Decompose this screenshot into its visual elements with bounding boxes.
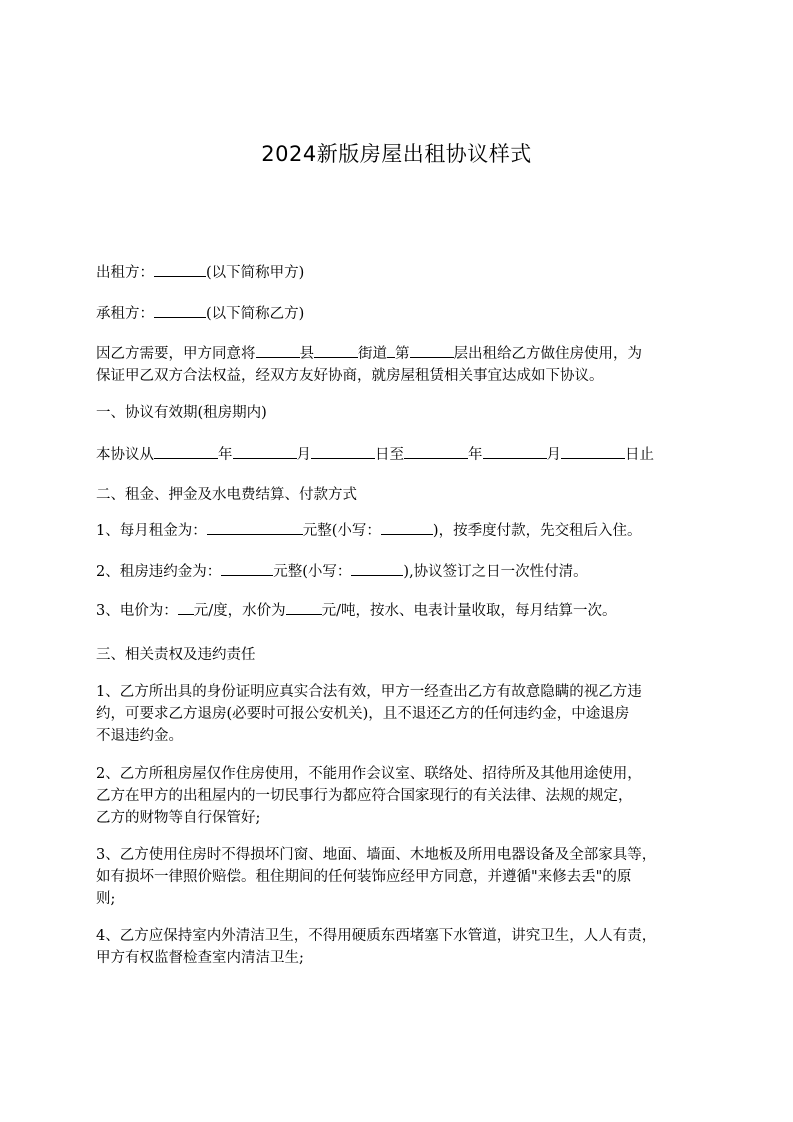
intro-paragraph [96,343,708,387]
month-label: 月 [296,447,311,463]
street-blank [314,343,358,358]
intro-line-2: 保证甲乙双方合法权益，经双方友好协商，就房屋租赁相关事宜达成如下协议。 [96,368,604,384]
day-to-label: 日至 [375,447,404,463]
clause-line: 约，可要求乙方退房(必要时可报公安机关)，且不退还乙方的任何违约金，中途退房 [96,706,630,722]
start-year-blank [154,444,218,459]
rent-unit-label: 元整(小写： [302,523,381,539]
validity-period-line [96,444,654,465]
number-label: 第 [395,346,410,362]
lessor-name-blank [154,262,206,277]
end-year-blank [404,444,468,459]
section1-heading: 一、协议有效期(租房期内) [96,405,267,421]
clause-line: 甲方有权监督检查室内清洁卫生; [96,950,304,966]
validity-from-label: 本协议从 [96,447,154,463]
electricity-price-blank [178,600,194,615]
rent-amount-blank [207,520,303,535]
lessee-name-blank [154,303,206,318]
rent-lowercase-blank [381,520,433,535]
intro-line-1 [96,343,708,365]
clause-2 [96,763,708,829]
penalty-line [96,561,588,582]
clause-line: 1、乙方所出具的身份证明应真实合法有效，甲方一经查出乙方有故意隐瞒的视乙方违 [96,684,642,700]
penalty-amount-blank [221,561,273,576]
clause-line: 则; [96,891,116,907]
intro-text-end: 层出租给乙方做住房使用，为 [453,346,642,362]
intro-text: 因乙方需要，甲方同意将 [96,346,256,362]
clause-line: 3、乙方使用住房时不得损坏门窗、地面、墙面、木地板及所用电器设备及全部家具等， [96,847,657,863]
section3-heading: 三、相关责权及违约责任 [96,647,256,663]
penalty-terms: ),协议签订之日一次性付清。 [403,564,588,580]
clause-1 [96,681,708,747]
electricity-label: 3、电价为： [96,603,178,619]
penalty-lowercase-blank [351,561,403,576]
document-title: 2024新版房屋出租协议样式 [261,142,532,166]
lessee-suffix: (以下简称乙方) [206,306,305,322]
county-label: 县 [299,346,314,362]
year-label: 年 [218,447,233,463]
water-price-blank [286,600,322,615]
rent-label: 1、每月租金为： [96,523,207,539]
day-end-label: 日止 [625,447,654,463]
clause-4 [96,925,708,969]
rent-line [96,520,642,541]
start-day-blank [311,444,375,459]
lessor-line [96,262,304,283]
rent-terms: )，按季度付款，先交租后入住。 [432,523,642,539]
clause-line: 乙方的财物等自行保管好; [96,810,261,826]
end-month-blank [483,444,547,459]
lessor-suffix: (以下简称甲方) [206,265,305,281]
clause-line: 2、乙方所租房屋仅作住房使用，不能用作会议室、联络处、招待所及其他用途使用， [96,766,642,782]
penalty-label: 2、租房违约金为： [96,564,222,580]
county-blank [256,343,300,358]
utility-terms: 元/吨，按水、电表计量收取，每月结算一次。 [321,603,617,619]
utility-line [96,600,617,621]
floor-blank [410,343,454,358]
lessor-label: 出租方： [96,265,154,281]
clause-line: 如有损坏一律照价赔偿。租住期间的任何装饰应经甲方同意，并遵循"来修去丢"的原 [96,869,632,885]
end-day-blank [561,444,625,459]
water-label: 元/度，水价为 [193,603,286,619]
start-month-blank [233,444,297,459]
lessee-label: 承租方： [96,306,154,322]
number-blank [387,343,395,358]
clause-line: 不退违约金。 [96,728,183,744]
clause-line: 4、乙方应保持室内外清洁卫生，不得用硬质东西堵塞下水管道，讲究卫生，人人有责， [96,928,657,944]
penalty-unit-label: 元整(小写： [273,564,352,580]
clause-line: 乙方在甲方的出租屋内的一切民事行为都应符合国家现行的有关法律、法规的规定， [96,788,633,804]
lessee-line [96,303,304,324]
month-label-2: 月 [546,447,561,463]
section2-heading: 二、租金、押金及水电费结算、付款方式 [96,487,357,503]
year-label-2: 年 [468,447,483,463]
street-label: 街道 [358,346,387,362]
clause-3 [96,844,708,910]
